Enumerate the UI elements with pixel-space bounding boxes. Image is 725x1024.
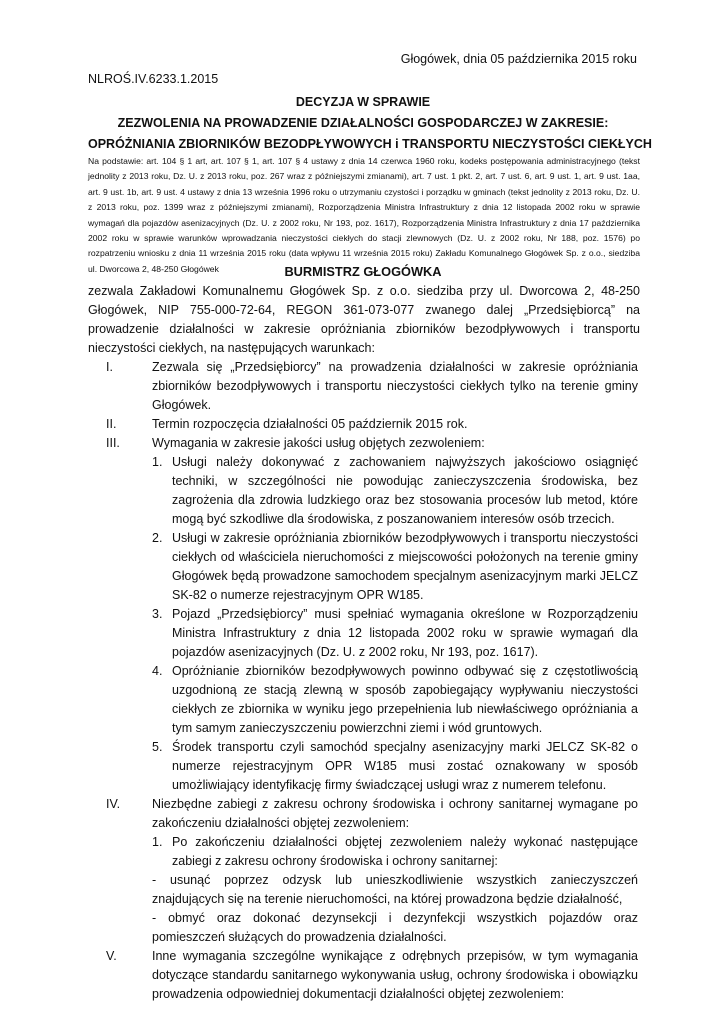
- list-item-text: Opróżnianie zbiorników bezodpływowych powinno odbywać się z częstotliwością uzgodnioną ze stacją zlewną w sposób zapobiegający wypływaniu nieczystości ciekłych ze zbiornika w wyniku jego przepełnienia lub niewłaściwego opróżniania a tym samym zanieczyszczeniu powierzchni ziemi i wód gruntowych.: [172, 664, 638, 735]
- list-item-number: 3.: [152, 607, 163, 621]
- section-text: Niezbędne zabiegi z zakresu ochrony środowiska i ochrony sanitarnej wymagane po zakończeniu działalności objętej zezwoleniem:: [152, 797, 638, 830]
- list-item-number: 1.: [152, 455, 163, 469]
- list-item-text: Środek transportu czyli samochód specjalny asenizacyjny marki JELCZ SK-82 o numerze rejestracyjnym OPR W185 musi zostać oznakowany w sposób umożliwiający identyfikację firmy świadczącej usługi wraz z numerem telefonu.: [172, 740, 638, 792]
- decision-title: [88, 92, 652, 155]
- section-text: Wymagania w zakresie jakości usług objętych zezwoleniem:: [152, 436, 485, 450]
- dash-item: - obmyć oraz dokonać dezynsekcji i dezynfekcji wszystkich pojazdów oraz pomieszczeń służących do prowadzenia działalności.: [152, 911, 638, 944]
- issuing-authority: BURMISTRZ GŁOGÓWKA: [284, 264, 442, 279]
- list-item-number: 1.: [152, 835, 163, 849]
- list-item-number: 4.: [152, 664, 163, 678]
- legal-basis: Na podstawie: art. 104 § 1 art, art. 107 § 1, art. 107 § 4 ustawy z dnia 14 czerwca 1960 roku, kodeks postępowania administracyjnego (tekst jednolity z 2013 roku, Dz. U. z 2013 roku, poz. 267 wraz z późniejszymi zmianami), art. 7 ust. 1 pkt. 2, art. 7 ust. 6, art. 9 ust. 1, art. 9 ust. 1aa, art. 9 ust. 1b, art. 9 ust. 4 ustawy z dnia 13 września 1996 roku o utrzymaniu czystości i porządku w gminach (tekst jednolity z 2013 roku, Dz. U. z 2013 roku, poz. 1399 wraz z późniejszymi zmianami), Rozporządzenia Ministra Infrastruktury z dnia 12 listopada 2002 roku w sprawie wymagań dla pojazdów asenizacyjnych (Dz. U. z 2002 roku, Nr 193, poz. 1617), Rozporządzenia Ministra Infrastruktury z dnia 17 października 2002 roku w sprawie warunków wprowadzania nieczystości ciekłych do stacji zlewnowych (Dz. U. z 2002 roku, Nr 188, poz. 1576) po rozpatrzeniu wniosku z dnia 11 września 2015 roku (data wpływu 11 września 2015 roku) Zakładu Komunalnego Głogówek Sp. z o.o., siedziba ul. Dworcowa 2, 48-250 Głogówek: [88, 156, 640, 274]
- title-line-2: ZEZWOLENIA NA PROWADZENIE DZIAŁALNOŚCI GOSPODARCZEJ W ZAKRESIE:: [117, 116, 609, 130]
- list-item-text: Pojazd „Przedsiębiorcy” musi spełniać wymagania określone w Rozporządzeniu Ministra Infrastruktury z dnia 12 listopada 2002 roku w sprawie wymagań dla pojazdów asenizacyjnych (Dz. U. z 2002 roku, Nr 193, poz. 1617).: [172, 607, 638, 659]
- dash-item: - usunąć poprzez odzysk lub unieszkodliwienie wszystkich zanieczyszczeń znajdujących się na terenie nieruchomości, na której prowadzona będzie działalność,: [152, 873, 638, 906]
- section-text: Zezwala się „Przedsiębiorcy” na prowadzenia działalności w zakresie opróżniania zbiorników bezodpływowych i transportu nieczystości ciekłych tylko na terenie gminy Głogówek.: [152, 360, 638, 412]
- list-item-text: Po zakończeniu działalności objętej zezwoleniem należy wykonać następujące zabiegi z zakresu ochrony środowiska i ochrony sanitarnej:: [172, 835, 638, 868]
- reference-number: NLROŚ.IV.6233.1.2015: [88, 72, 219, 86]
- title-line-1: DECYZJA W SPRAWIE: [295, 95, 431, 109]
- section-text: Termin rozpoczęcia działalności 05 październik 2015 rok.: [152, 417, 468, 431]
- title-line-3: OPRÓŻNIANIA ZBIORNIKÓW BEZODPŁYWOWYCH i TRANSPORTU NIECZYSTOŚCI CIEKŁYCH: [88, 137, 652, 151]
- list-item-text: Usługi należy dokonywać z zachowaniem najwyższych jakościowo osiągnięć techniki, w szczególności nie powodując zanieczyszczenia środowiska, bez zagrożenia dla zdrowia ludzkiego oraz bez stosowania procesów lub metod, które mogą być szkodliwe dla środowiska, z poszanowaniem interesów osób trzecich.: [172, 455, 638, 526]
- list-item-text: Usługi w zakresie opróżniania zbiorników bezodpływowych i transportu nieczystości ciekłych od właściciela nieruchomości z miejscowości położonych na terenie gminy Głogówek będą prowadzone samochodem specjalnym asenizacyjnym marki JELCZ SK-82 o numerze rejestracyjnym OPR W185.: [172, 531, 638, 602]
- list-item-number: 5.: [152, 740, 163, 754]
- list-item-number: 2.: [152, 531, 163, 545]
- section-number: I.: [106, 360, 113, 374]
- section-number: IV.: [106, 797, 121, 811]
- section-text: Inne wymagania szczególne wynikające z odrębnych przepisów, w tym wymagania dotyczące standardu sanitarnego wykonywania usług, ochrony środowiska i obowiązku prowadzenia odpowiedniej dokumentacji działalności objętej zezwoleniem:: [152, 949, 638, 1001]
- section-number: III.: [106, 436, 120, 450]
- document-date: Głogówek, dnia 05 października 2015 roku: [400, 52, 637, 66]
- decision-intro: zezwala Zakładowi Komunalnemu Głogówek Sp. z o.o. siedziba przy ul. Dworcowa 2, 48-250 Głogówek, NIP 755-000-72-64, REGON 361-073-077 zwanego dalej „Przedsiębiorcą” na prowadzenie działalności w zakresie opróżniania zbiorników bezodpływowych i transportu nieczystości ciekłych, na następujących warunkach:: [88, 284, 640, 355]
- section-number: II.: [106, 417, 117, 431]
- section-number: V.: [106, 949, 117, 963]
